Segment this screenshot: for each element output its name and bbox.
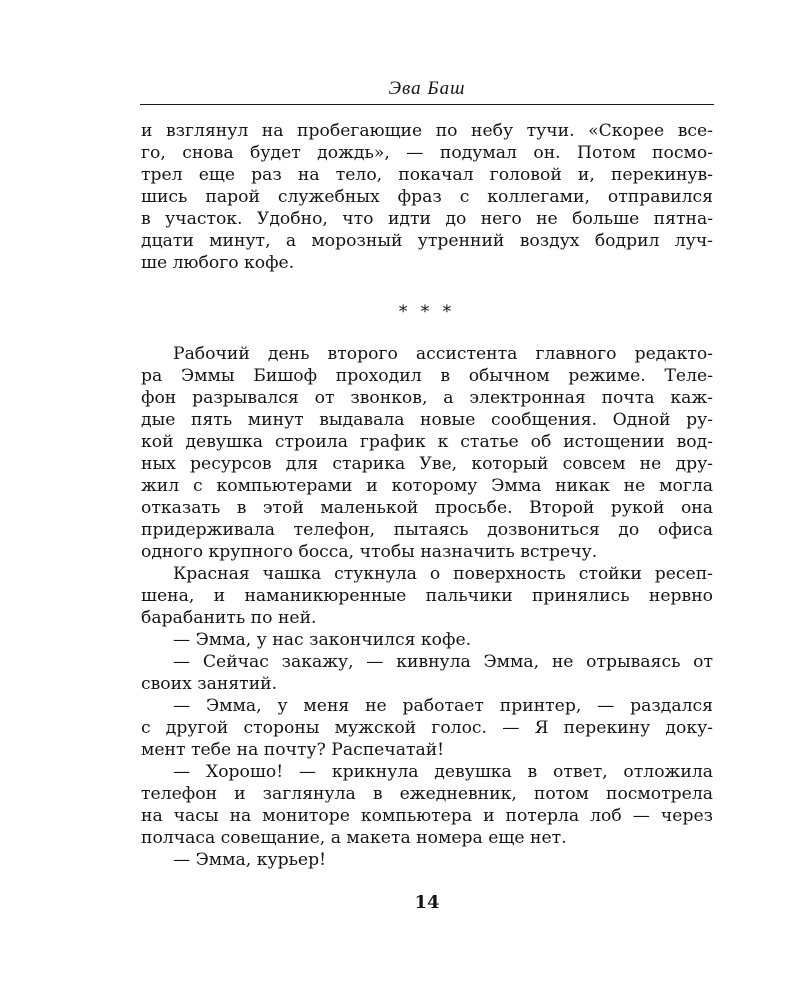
dialogue-line: на часы на мониторе компьютера и потерла лоб — через	[141, 806, 713, 826]
text-line: отказать в этой маленькой просьбе. Второй рукой она	[141, 498, 713, 518]
text-line: Красная чашка стукнула о поверхность стойки ресеп-	[173, 564, 713, 584]
text-line: дые пять минут выдавала новые сообщения. Одной ру-	[141, 410, 713, 430]
text-line: в участок. Удобно, что идти до него не больше пятна-	[141, 209, 713, 229]
text-line: ра Эммы Бишоф проходил в обычном режиме. Теле-	[141, 366, 713, 386]
text-line: барабанить по ней.	[141, 608, 317, 628]
dialogue-line: мент тебе на почту? Распечатай!	[141, 740, 445, 760]
dialogue-line: — Эмма, у нас закончился кофе.	[173, 630, 472, 650]
text-line: трел еще раз на тело, покачал головой и, перекинув-	[141, 165, 713, 185]
dialogue-line: — Хорошо! — крикнула девушка в ответ, отложила	[173, 762, 713, 782]
header-rule	[140, 104, 714, 105]
text-line: фон разрывался от звонков, а электронная почта каж-	[141, 388, 713, 408]
text-line: го, снова будет дождь», — подумал он. Потом посмо-	[141, 143, 713, 163]
dialogue-line: полчаса совещание, а макета номера еще нет.	[141, 828, 567, 848]
page-number: 14	[414, 892, 440, 913]
text-line: ше любого кофе.	[141, 253, 295, 273]
section-separator: * * *	[398, 302, 456, 322]
text-line: и взглянул на пробегающие по небу тучи. «Скорее все-	[141, 121, 713, 141]
text-line: кой девушка строила график к статье об истощении вод-	[141, 432, 713, 452]
dialogue-line: — Эмма, курьер!	[173, 850, 327, 870]
text-line: одного крупного босса, чтобы назначить встречу.	[141, 542, 598, 562]
dialogue-line: с другой стороны мужской голос. — Я перекину доку-	[141, 718, 713, 738]
text-line: ных ресурсов для старика Уве, который совсем не дру-	[141, 454, 713, 474]
text-line: Рабочий день второго ассистента главного редакто-	[173, 344, 713, 364]
text-line: шена, и наманикюренные пальчики принялись нервно	[141, 586, 713, 606]
dialogue-line: — Сейчас закажу, — кивнула Эмма, не отрываясь от	[173, 652, 713, 672]
dialogue-line: своих занятий.	[141, 674, 278, 694]
paragraph-2	[141, 343, 713, 871]
text-line: дцати минут, а морозный утренний воздух бодрил луч-	[141, 231, 713, 251]
paragraph-1	[141, 120, 713, 274]
text-line: шись парой служебных фраз с коллегами, отправился	[141, 187, 713, 207]
dialogue-line: — Эмма, у меня не работает принтер, — раздался	[173, 696, 713, 716]
text-line: придерживала телефон, пытаясь дозвониться до офиса	[141, 520, 713, 540]
dialogue-line: телефон и заглянула в ежедневник, потом посмотрела	[141, 784, 713, 804]
text-line: жил с компьютерами и которому Эмма никак не могла	[141, 476, 713, 496]
running-title: Эва Баш	[388, 78, 466, 99]
